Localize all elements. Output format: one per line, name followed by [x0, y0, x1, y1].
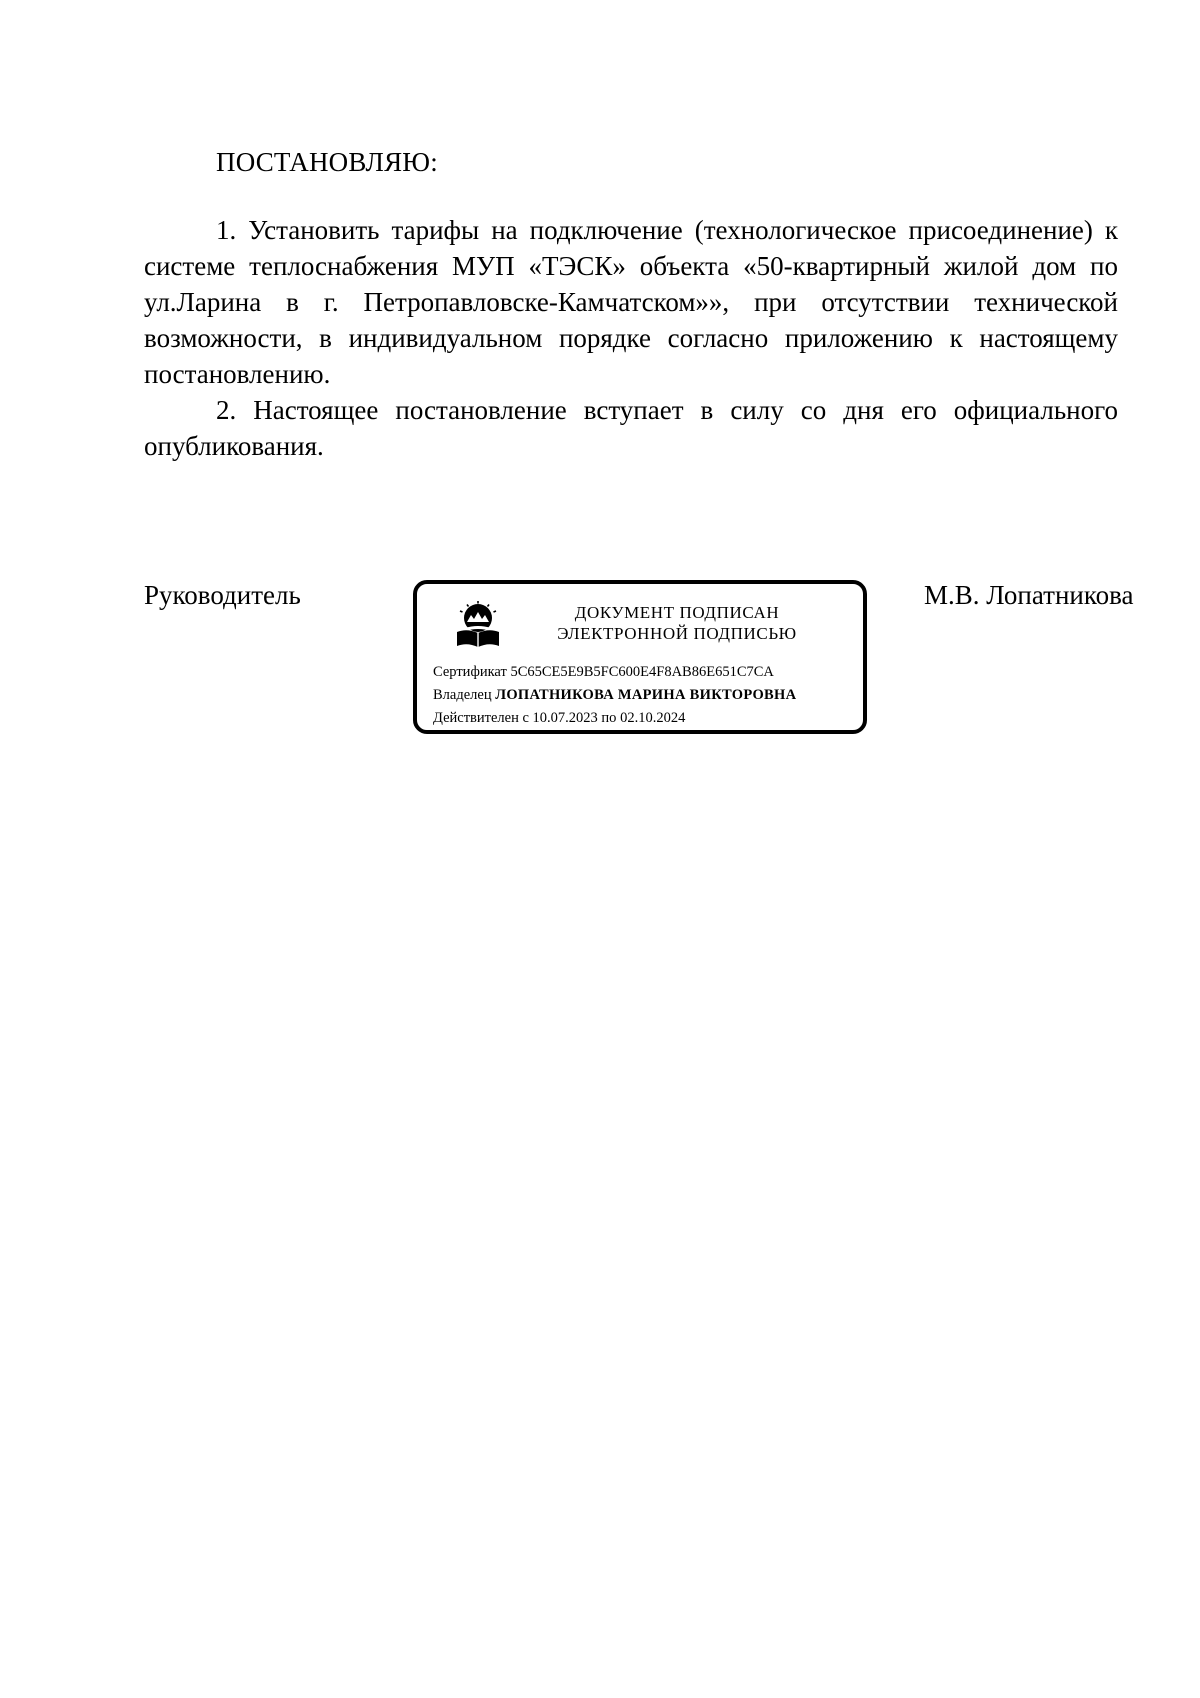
resolution-heading: ПОСТАНОВЛЯЮ:: [216, 147, 438, 177]
emblem-icon: [453, 600, 503, 650]
resolution-body: [144, 212, 1118, 464]
stamp-certificate: [433, 664, 774, 681]
paragraph-1: 1. Установить тарифы на подключение (технологическое присоединение) к системе теплоснабжения МУП «ТЭСК» объекта «50-квартирный жилой дом по ул.Ларина в г. Петропавловске-Камчатском»», при отсутствии технической возможности, в индивидуальном порядке согласно приложению к настоящему постановлению.: [144, 215, 1118, 389]
signer-name: М.В. Лопатникова: [924, 580, 1134, 610]
stamp-owner: [433, 687, 796, 704]
stamp-validity: [433, 710, 685, 727]
paragraph-2: 2. Настоящее постановление вступает в силу со дня его официального опубликования.: [144, 395, 1118, 461]
valid-to-label: по: [601, 710, 617, 726]
owner-label: Владелец: [433, 687, 492, 703]
valid-to: 02.10.2024: [620, 710, 686, 726]
stamp-heading-line-1: ДОКУМЕНТ ПОДПИСАН: [574, 603, 780, 622]
stamp-heading: [527, 602, 827, 644]
valid-label: Действителен с: [433, 710, 529, 726]
owner-value: ЛОПАТНИКОВА МАРИНА ВИКТОРОВНА: [495, 687, 797, 703]
certificate-label: Сертификат: [433, 664, 507, 680]
electronic-signature-stamp: [413, 580, 867, 734]
valid-from: 10.07.2023: [532, 710, 598, 726]
signer-title: Руководитель: [144, 580, 301, 610]
certificate-value: 5C65CE5E9B5FC600E4F8AB86E651C7CA: [510, 664, 774, 680]
stamp-heading-line-2: ЭЛЕКТРОННОЙ ПОДПИСЬЮ: [557, 624, 797, 643]
